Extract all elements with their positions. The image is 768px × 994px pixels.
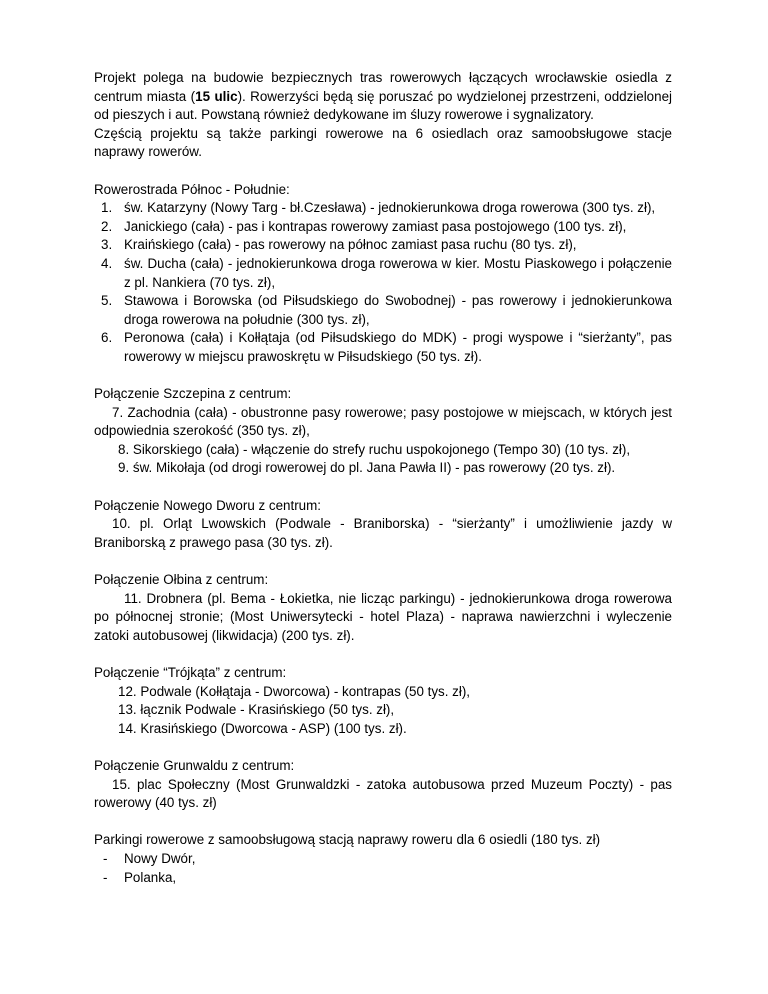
section-heading-grunwald: Połączenie Grunwaldu z centrum:	[94, 757, 295, 773]
north-south-list	[94, 199, 672, 366]
list-item: 5. Stawowa i Borowska (od Piłsudskiego do Swobodnej) - pas rowerowy i jednokierunkowa droga rowerowa na południe (300 tys. zł),	[101, 293, 672, 327]
intro-text-end: ). Rowerzyści będą się poruszać po wydzielonej przestrzeni, oddzielonej od pieszych i aut. Powstaną również dedykowane im śluzy rowerowe i sygnalizatory.	[94, 88, 672, 123]
list-item: 13. łącznik Podwale - Krasińskiego (50 tys. zł),	[118, 702, 395, 718]
section-heading-nowy-dwor: Połączenie Nowego Dworu z centrum:	[94, 497, 322, 513]
section-heading-olbin: Połączenie Ołbina z centrum:	[94, 572, 269, 588]
list-item: 8. Sikorskiego (cała) - włączenie do strefy ruchu uspokojonego (Tempo 30) (10 tys. zł),	[118, 441, 631, 457]
section-heading-trojkat: Połączenie “Trójkąta” z centrum:	[94, 665, 287, 680]
section-heading-szczepin: Połączenie Szczepina z centrum:	[94, 386, 292, 402]
list-item: 15. plac Społeczny (Most Grunwaldzki - zatoka autobusowa przed Muzeum Poczty) - pas rowerowy (40 tys. zł)	[94, 776, 672, 811]
list-item: 10. pl. Orląt Lwowskich (Podwale - Braniborska) - “sierżanty” i umożliwienie jazdy w Braniborską z prawego pasa (30 tys. zł).	[94, 516, 672, 550]
list-item: 2. Janickiego (cała) - pas i kontrapas rowerowy zamiast pasa postojowego (100 tys. zł),	[101, 218, 627, 234]
list-item: - Nowy Dwór,	[103, 850, 196, 866]
intro-text-start: Projekt polega na budowie bezpiecznych tras rowerowych łączących wrocławskie osiedla z centrum miasta (	[94, 70, 672, 104]
bike-parking-list	[94, 850, 672, 887]
list-item: 1. św. Katarzyny (Nowy Targ - bł.Czesława) - jednokierunkowa droga rowerowa (300 tys. zł),	[101, 200, 656, 216]
list-item: 4. św. Ducha (cała) - jednokierunkowa droga rowerowa w kier. Mostu Piaskowego i połączenie z pl. Nankiera (70 tys. zł),	[101, 255, 672, 290]
intro-paragraph	[94, 69, 672, 125]
list-item: 3. Kraińskiego (cała) - pas rowerowy na północ zamiast pasa ruchu (80 tys. zł),	[101, 237, 577, 253]
intro-paragraph-2: Częścią projektu są także parkingi rowerowe na 6 osiedlach oraz samoobsługowe stacje naprawy rowerów.	[94, 125, 672, 160]
list-item: 14. Krasińskiego (Dworcowa - ASP) (100 tys. zł).	[118, 720, 407, 736]
section-heading-north-south: Rowerostrada Północ - Południe:	[94, 181, 290, 197]
list-item: 7. Zachodnia (cała) - obustronne pasy rowerowe; pasy postojowe w miejscach, w których jest odpowiednia szerokość (350 tys. zł),	[94, 404, 672, 439]
list-item: 11. Drobnera (pl. Bema - Łokietka, nie licząc parkingu) - jednokierunkowa droga rowerowa po północnej stronie; (Most Uniwersytecki - hotel Plaza) - naprawa nawierzchni i wyleczenie zatoki autobusowej (likwidacja) (200 tys. zł).	[94, 590, 672, 643]
list-item: - Polanka,	[103, 869, 177, 885]
intro-street-count: 15 ulic	[195, 88, 238, 104]
section-heading-bike-parking: Parkingi rowerowe z samoobsługową stacją naprawy roweru dla 6 osiedli (180 tys. zł)	[94, 832, 601, 848]
list-item: 12. Podwale (Kołłątaja - Dworcowa) - kontrapas (50 tys. zł),	[118, 683, 471, 699]
document-page	[94, 69, 672, 887]
list-item: 9. św. Mikołaja (od drogi rowerowej do pl. Jana Pawła II) - pas rowerowy (20 tys. zł).	[118, 460, 616, 476]
list-item: 6. Peronowa (cała) i Kołłątaja (od Piłsudskiego do MDK) - progi wyspowe i “sierżanty”, pas rowerowy w miejscu prawoskrętu w Piłsudskiego (50 tys. zł).	[101, 330, 672, 364]
